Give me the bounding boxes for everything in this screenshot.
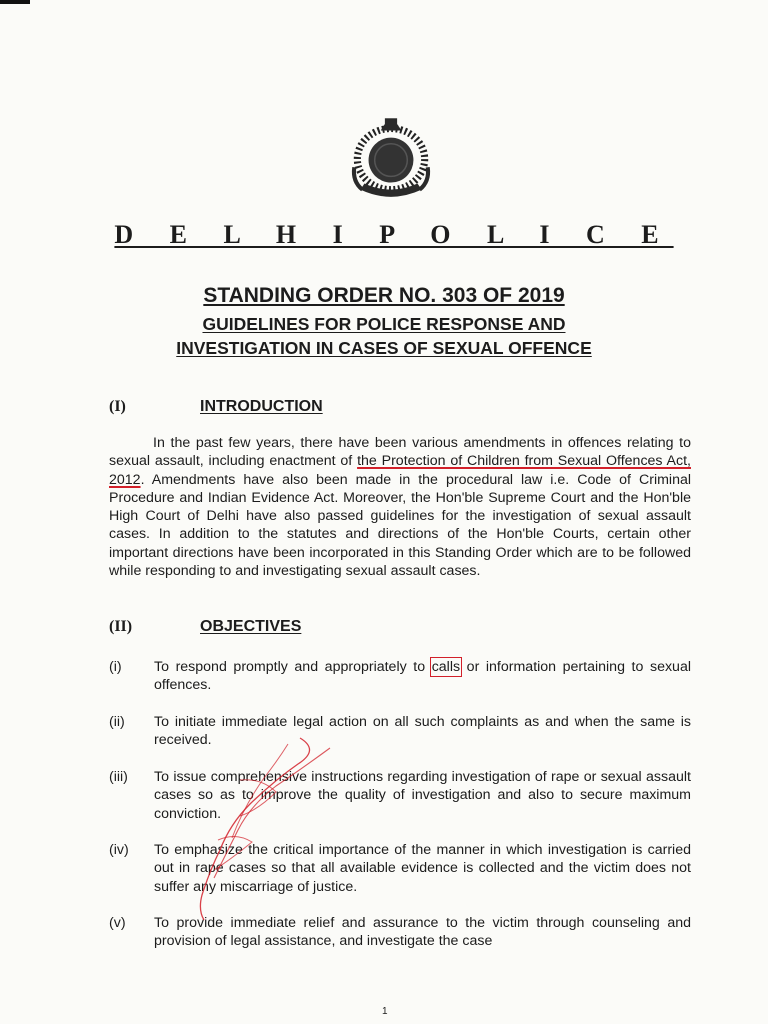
- objective-text: To emphasize the critical importance of the manner in which investigation is carried out in rape cases so that all available evidence is collected and the victim does not suffer any miscarriage of justice.: [154, 842, 691, 895]
- boxed-word-calls: calls: [431, 659, 461, 675]
- order-subtitle-line-2: INVESTIGATION IN CASES OF SEXUAL OFFENCE: [176, 338, 592, 358]
- section-heading-objectives: OBJECTIVES: [200, 618, 302, 635]
- organization-name: D E L H I P O L I C E: [114, 220, 674, 249]
- intro-text-end: . Amendments have also been made in the procedural law i.e. Code of Criminal Procedure and Indian Evidence Act. Moreover, the Hon'ble Supreme Court and the Hon'ble High Court of Delhi have also passed guidelines for the investigation of sexual assault cases. In addition to the statutes and directions of the Hon'ble Courts, certain other important directions have been incorporated in this Standing Order which are to be followed while responding to and investigating sexual assault cases.: [109, 471, 691, 580]
- section-heading-intro: INTRODUCTION: [200, 398, 323, 415]
- objective-item: [109, 658, 691, 695]
- introduction-paragraph: [109, 434, 691, 580]
- objective-item: [109, 914, 691, 951]
- objective-number: (iv): [109, 842, 129, 858]
- order-subtitle-line-1: GUIDELINES FOR POLICE RESPONSE AND: [202, 314, 566, 334]
- standing-order-title: STANDING ORDER NO. 303 OF 2019: [203, 284, 565, 307]
- police-emblem-icon: [340, 104, 442, 206]
- objective-item: [109, 713, 691, 750]
- objective-text: To initiate immediate legal action on all such complaints as and when the same is received.: [154, 714, 691, 749]
- objective-number: (v): [109, 915, 126, 931]
- objective-item: [109, 768, 691, 823]
- objective-number: (i): [109, 659, 122, 675]
- page-number: 1: [382, 1006, 388, 1017]
- objective-item: [109, 841, 691, 896]
- section-number-intro: (I): [109, 398, 126, 415]
- intro-underlined-act: the Protection of Children from Sexual Offences Act, 2012: [109, 453, 691, 488]
- objective-text: To provide immediate relief and assurance to the victim through counseling and provision of legal assistance, and investigate the case: [154, 915, 691, 950]
- objective-text: To issue comprehensive instructions regarding investigation of rape or sexual assault cases so as to improve the quality of investigation and also to secure maximum conviction.: [154, 769, 691, 822]
- objective-text: To respond promptly and appropriately to: [154, 659, 432, 675]
- objective-text-tail: or information pertaining to sexual offences.: [154, 659, 691, 694]
- objective-number: (ii): [109, 714, 125, 730]
- objective-number: (iii): [109, 769, 128, 785]
- red-pen-scribble-icon: [180, 720, 350, 930]
- intro-text-start: In the past few years, there have been various amendments in offences relating to sexual assault, including enactment of: [109, 435, 691, 470]
- section-number-objectives: (II): [109, 618, 133, 635]
- scan-edge-mark: [0, 0, 30, 4]
